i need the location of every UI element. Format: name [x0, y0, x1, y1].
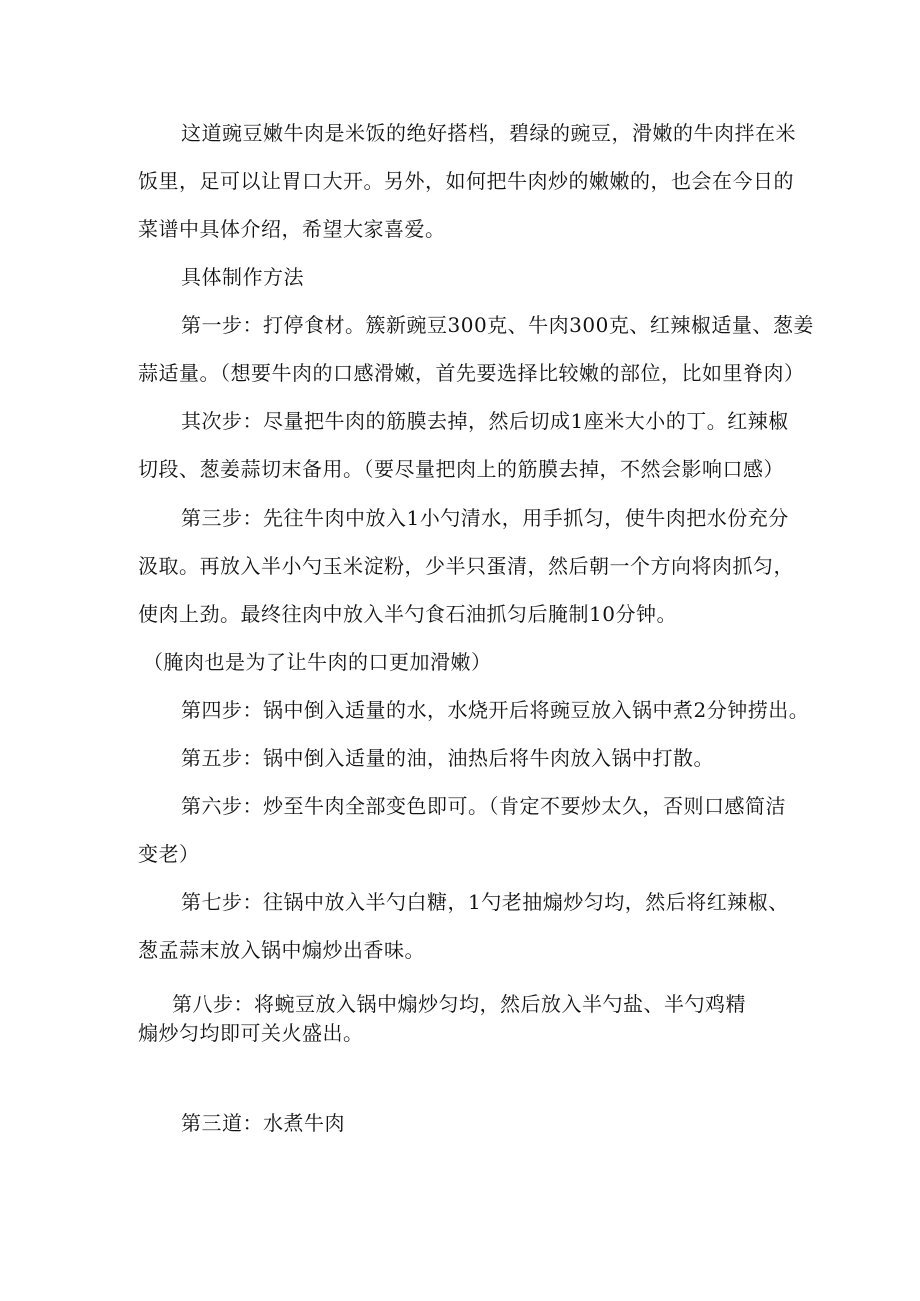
step2-line-2: 切段、葱姜蒜切末备用。（要尽量把肉上的筋膜去掉，不然会影响口感） — [138, 457, 784, 481]
next-recipe-title: 第三道：水煮牛肉 — [181, 1111, 345, 1135]
step6-line-2: 变老） — [138, 842, 200, 866]
step7-line-2: 葱孟蒜末放入锅中煽炒出香味。 — [138, 938, 425, 962]
intro-line-3: 菜谱中具体介绍，希望大家喜爱。 — [138, 217, 446, 241]
step2-line-1: 其次步：尽量把牛肉的筋膜去掉，然后切成1座米大小的丁。红辣椒 — [181, 409, 789, 433]
step1-line-1: 第一步：打停食材。簇新豌豆300克、牛肉300克、红辣椒适量、葱姜 — [181, 313, 814, 337]
section-heading: 具体制作方法 — [181, 265, 304, 289]
step3-line-3: 使肉上劲。最终往肉中放入半勺食石油抓匀后腌制10分钟。 — [138, 602, 677, 626]
step4-line: 第四步：锅中倒入适量的水，水烧开后将豌豆放入锅中煮2分钟捞出。 — [181, 698, 810, 722]
step6-line-1: 第六步：炒至牛肉全部变色即可。（肯定不要炒太久，否则口感简洁 — [181, 794, 786, 818]
intro-line-1: 这道豌豆嫩牛肉是米饭的绝好搭档，碧绿的豌豆，滑嫩的牛肉拌在米 — [181, 121, 796, 145]
step5-line: 第五步：锅中倒入适量的油，油热后将牛肉放入锅中打散。 — [181, 746, 714, 770]
step3-note: （腌肉也是为了让牛肉的口更加滑嫩） — [143, 650, 492, 674]
step1-line-2: 蒜适量。（想要牛肉的口感滑嫩，首先要选择比较嫩的部位，比如里脊肉） — [138, 361, 805, 385]
step7-line-1: 第七步：往锅中放入半勺白糖，1勺老抽煽炒匀均，然后将红辣椒、 — [181, 890, 789, 914]
step8-line-2: 煽炒匀均即可关火盛出。 — [138, 1021, 364, 1045]
intro-line-2: 饭里，足可以让胃口大开。另外，如何把牛肉炒的嫩嫩的，也会在今日的 — [138, 169, 794, 193]
step8-line-1: 第八步：将蜿豆放入锅中煽炒匀均，然后放入半勺盐、半勺鸡精 — [172, 992, 746, 1016]
step3-line-2: 汲取。再放入半小勺玉米淀粉，少半只蛋清，然后朝一个方向将肉抓匀， — [138, 554, 794, 578]
step3-line-1: 第三步：先往牛肉中放入1小勺清水，用手抓匀，使牛肉把水份充分 — [181, 506, 789, 530]
